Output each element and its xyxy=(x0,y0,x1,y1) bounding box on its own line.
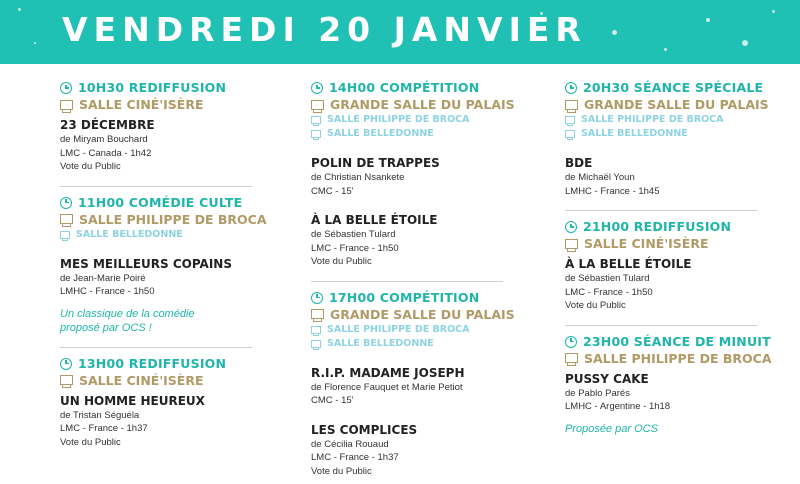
screening-time xyxy=(60,356,250,372)
film-note: Vote du Public xyxy=(311,255,501,269)
venue-main xyxy=(60,372,250,389)
venue-label: GRANDE SALLE DU PALAIS xyxy=(330,306,515,323)
film-title: 23 DÉCEMBRE xyxy=(60,117,250,133)
film-title: À LA BELLE ÉTOILE xyxy=(311,212,501,228)
divider xyxy=(311,281,503,282)
venue-label: SALLE PHILIPPE DE BROCA xyxy=(79,211,267,228)
venue-label: SALLE CINÉ'ISÈRE xyxy=(79,372,204,389)
screening-time xyxy=(565,80,755,96)
venue-secondary-label: SALLE BELLEDONNE xyxy=(327,127,434,141)
cinema-screen-icon xyxy=(565,130,575,138)
screening-time-label: 11H00 COMÉDIE CULTE xyxy=(78,195,242,211)
film-info: LMHC - France - 1h50 xyxy=(60,285,250,299)
clock-icon xyxy=(311,82,323,94)
venue-secondary-label: SALLE BELLEDONNE xyxy=(327,337,434,351)
spacer xyxy=(311,141,501,151)
spacer xyxy=(60,242,250,252)
cinema-screen-icon xyxy=(565,239,578,249)
venue-label: SALLE PHILIPPE DE BROCA xyxy=(584,350,772,367)
venue-main xyxy=(60,96,250,113)
screening-block xyxy=(565,334,755,442)
film-title: LES COMPLICES xyxy=(311,422,501,438)
spacer xyxy=(565,141,755,151)
cinema-screen-icon xyxy=(60,214,73,224)
venue-main xyxy=(565,96,755,113)
divider xyxy=(565,210,757,211)
cinema-screen-icon xyxy=(565,353,578,363)
venue-main xyxy=(60,211,250,228)
cinema-screen-icon xyxy=(311,116,321,124)
venue-main xyxy=(311,306,501,323)
cinema-screen-icon xyxy=(60,375,73,385)
venue-secondary-label: SALLE PHILIPPE DE BROCA xyxy=(327,323,470,337)
screening-time xyxy=(60,80,250,96)
film-title: BDE xyxy=(565,155,755,171)
venue-secondary-label: SALLE PHILIPPE DE BROCA xyxy=(327,113,470,127)
film-note: Vote du Public xyxy=(60,436,250,450)
cinema-screen-icon xyxy=(565,100,578,110)
screening-time xyxy=(565,219,755,235)
promo-line: proposé par OCS ! xyxy=(60,321,250,335)
screening-time xyxy=(311,290,501,306)
film-info: LMC - Canada - 1h42 xyxy=(60,147,250,161)
film-title: MES MEILLEURS COPAINS xyxy=(60,256,250,272)
schedule-columns xyxy=(0,64,800,474)
clock-icon xyxy=(60,358,72,370)
film-director: de Florence Fauquet et Marie Petiot xyxy=(311,381,501,395)
screening-block xyxy=(60,80,250,180)
screening-time xyxy=(60,195,250,211)
screening-block xyxy=(311,290,501,484)
film-director: de Michaël Youn xyxy=(565,171,755,185)
film-director: de Sébastien Tulard xyxy=(311,228,501,242)
clock-icon xyxy=(565,221,577,233)
film-info: LMC - France - 1h37 xyxy=(60,422,250,436)
film-title: POLIN DE TRAPPES xyxy=(311,155,501,171)
film-director: de Sébastien Tulard xyxy=(565,272,755,286)
film-title: À LA BELLE ÉTOILE xyxy=(565,256,755,272)
screening-time-label: 14H00 COMPÉTITION xyxy=(329,80,479,96)
film-info: LMC - France - 1h37 xyxy=(311,451,501,465)
cinema-screen-icon xyxy=(60,100,73,110)
film-note: Vote du Public xyxy=(311,465,501,479)
film-director: de Jean-Marie Poiré xyxy=(60,272,250,286)
screening-time-label: 13H00 REDIFFUSION xyxy=(78,356,226,372)
cinema-screen-icon xyxy=(60,231,70,239)
film-director: de Christian Nsankete xyxy=(311,171,501,185)
film-info: CMC - 15' xyxy=(311,394,501,408)
clock-icon xyxy=(60,82,72,94)
film-title: UN HOMME HEUREUX xyxy=(60,393,250,409)
film-director: de Pablo Parés xyxy=(565,387,755,401)
film-note: Vote du Public xyxy=(60,160,250,174)
venue-secondary xyxy=(60,228,250,242)
film-info: CMC - 15' xyxy=(311,185,501,199)
film-info: LMC - France - 1h50 xyxy=(311,242,501,256)
venue-main xyxy=(311,96,501,113)
venue-label: SALLE CINÉ'ISÈRE xyxy=(584,235,709,252)
venue-secondary xyxy=(311,127,501,141)
venue-secondary-label: SALLE PHILIPPE DE BROCA xyxy=(581,113,724,127)
screening-time-label: 20H30 SÉANCE SPÉCIALE xyxy=(583,80,763,96)
screening-block xyxy=(60,195,250,341)
venue-secondary xyxy=(311,323,501,337)
venue-main xyxy=(565,350,755,367)
screening-time-label: 21H00 REDIFFUSION xyxy=(583,219,731,235)
spacer xyxy=(311,198,501,208)
film-director: de Cécilia Rouaud xyxy=(311,438,501,452)
cinema-screen-icon xyxy=(311,130,321,138)
clock-icon xyxy=(565,82,577,94)
promo-text xyxy=(60,307,250,335)
screening-time-label: 17H00 COMPÉTITION xyxy=(329,290,479,306)
promo-line: Proposée par OCS xyxy=(565,422,755,436)
venue-secondary xyxy=(311,337,501,351)
screening-time xyxy=(311,80,501,96)
film-info: LMHC - France - 1h45 xyxy=(565,185,755,199)
cinema-screen-icon xyxy=(311,340,321,348)
cinema-screen-icon xyxy=(565,116,575,124)
screening-block xyxy=(565,219,755,319)
venue-main xyxy=(565,235,755,252)
venue-secondary xyxy=(565,127,755,141)
schedule-column xyxy=(311,80,501,484)
screening-time xyxy=(565,334,755,350)
venue-label: GRANDE SALLE DU PALAIS xyxy=(330,96,515,113)
film-title: PUSSY CAKE xyxy=(565,371,755,387)
cinema-screen-icon xyxy=(311,309,324,319)
film-title: R.I.P. MADAME JOSEPH xyxy=(311,365,501,381)
screening-block xyxy=(311,80,501,275)
screening-time-label: 10H30 REDIFFUSION xyxy=(78,80,226,96)
divider xyxy=(60,347,252,348)
venue-secondary xyxy=(311,113,501,127)
screening-block xyxy=(565,80,755,204)
promo-line: Un classique de la comédie xyxy=(60,307,250,321)
film-director: de Tristan Séguéla xyxy=(60,409,250,423)
divider xyxy=(565,325,757,326)
screening-block xyxy=(60,356,250,456)
venue-label: GRANDE SALLE DU PALAIS xyxy=(584,96,769,113)
film-info: LMHC - Argentine - 1h18 xyxy=(565,400,755,414)
venue-label: SALLE CINÉ'ISÈRE xyxy=(79,96,204,113)
venue-secondary-label: SALLE BELLEDONNE xyxy=(76,228,183,242)
header-banner xyxy=(0,0,800,64)
promo-text xyxy=(565,422,755,436)
film-info: LMC - France - 1h50 xyxy=(565,286,755,300)
screening-time-label: 23H00 SÉANCE DE MINUIT xyxy=(583,334,771,350)
divider xyxy=(60,186,252,187)
clock-icon xyxy=(565,336,577,348)
clock-icon xyxy=(311,292,323,304)
film-director: de Miryam Bouchard xyxy=(60,133,250,147)
venue-secondary-label: SALLE BELLEDONNE xyxy=(581,127,688,141)
schedule-column xyxy=(565,80,755,442)
page-title: VENDREDI 20 JANVIER xyxy=(62,10,587,49)
venue-secondary xyxy=(565,113,755,127)
cinema-screen-icon xyxy=(311,326,321,334)
spacer xyxy=(311,351,501,361)
film-note: Vote du Public xyxy=(565,299,755,313)
schedule-column xyxy=(60,80,250,455)
clock-icon xyxy=(60,197,72,209)
spacer xyxy=(311,408,501,418)
cinema-screen-icon xyxy=(311,100,324,110)
